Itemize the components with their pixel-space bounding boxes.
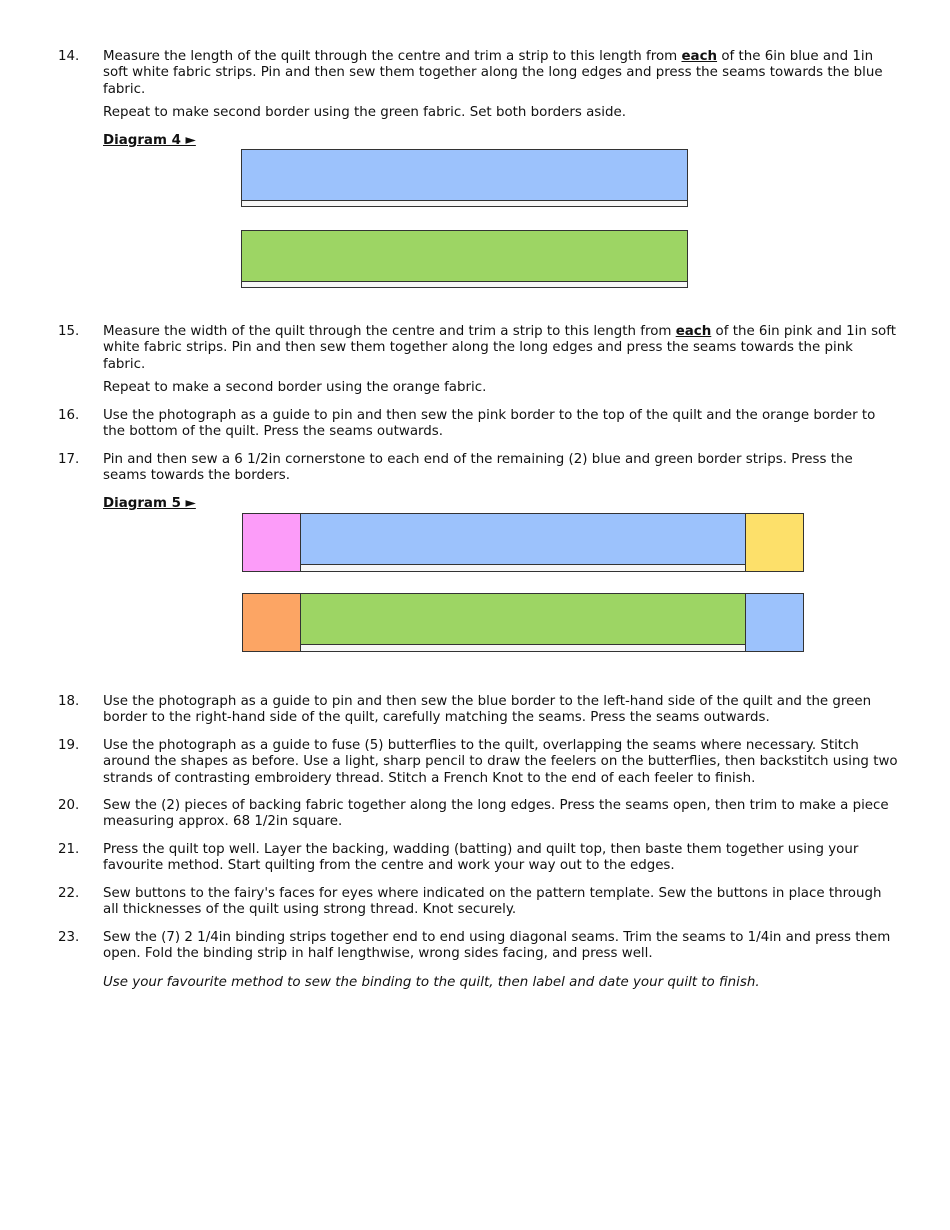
pink-cornerstone (242, 513, 301, 572)
emphasis-each: each (681, 49, 718, 64)
step-text: Pin and then sew a 6 1/2in cornerstone to each end of the remaining (2) blue and green border strips. Press the seams towards the borders. (103, 452, 853, 484)
emphasis-each: each (675, 324, 712, 339)
blue-cornerstone (745, 593, 804, 652)
step-17 (58, 452, 898, 485)
diagram-5-blue-border-strip (300, 513, 746, 572)
step-18 (58, 694, 898, 727)
step-number: 18. (58, 694, 80, 709)
diagram-5-label: Diagram 5 ► (103, 496, 196, 511)
step-number: 22. (58, 886, 80, 901)
step-number: 14. (58, 49, 80, 64)
step-20 (58, 798, 898, 831)
step-23 (58, 930, 898, 991)
diagram-5-green-border-strip (300, 593, 746, 652)
step-number: 17. (58, 452, 80, 467)
step-text: Use the photograph as a guide to pin and then sew the blue border to the left-hand side of the quilt and the green border to the right-hand side of the quilt, carefully matching the seams. Press the seams outwards. (103, 694, 872, 726)
step-number: 15. (58, 324, 80, 339)
step-text: Measure the width of the quilt through the centre and trim a strip to this length from each of the 6in pink and 1in soft white fabric strips. Pin and then sew them together along the long edges and press the seams towards the pink fabric. (103, 324, 896, 372)
finishing-note: Use your favourite method to sew the binding to the quilt, then label and date your quilt to finish. (103, 974, 760, 990)
step-text: Use the photograph as a guide to fuse (5) butterflies to the quilt, overlapping the seams where necessary. Stitch around the shapes as before. Use a light, sharp pencil to draw the feelers on the butterflies, then backstitch using two strands of contrasting embroidery thread. Stitch a French Knot to the end of each feeler to finish. (103, 738, 898, 786)
step-number: 23. (58, 930, 80, 945)
green-fabric (300, 593, 746, 645)
green-fabric (241, 230, 688, 282)
step-19 (58, 738, 898, 787)
step-number: 20. (58, 798, 80, 813)
step-text: Sew the (2) pieces of backing fabric together along the long edges. Press the seams open, then trim to make a piece measuring approx. 68 1/2in square. (103, 798, 889, 830)
diagram-4-label: Diagram 4 ► (103, 133, 196, 148)
orange-cornerstone (242, 593, 301, 652)
step-number: 21. (58, 842, 80, 857)
step-text: Measure the length of the quilt through the centre and trim a strip to this length from each of the 6in blue and 1in soft white fabric strips. Pin and then sew them together along the long edges and press the seams towards the blue fabric. (103, 49, 883, 97)
diagram-4-green-border-strip (241, 230, 688, 288)
step-text: Press the quilt top well. Layer the backing, wadding (batting) and quilt top, then baste them together using your favourite method. Start quilting from the centre and work your way out to the edges. (103, 842, 859, 874)
step-number: 16. (58, 408, 80, 423)
step-text: Use the photograph as a guide to pin and then sew the pink border to the top of the quilt and the orange border to the bottom of the quilt. Press the seams outwards. (103, 408, 876, 440)
blue-fabric (241, 149, 688, 201)
diagram-4-blue-border-strip (241, 149, 688, 207)
step-22 (58, 886, 898, 919)
blue-fabric (300, 513, 746, 565)
step-15 (58, 324, 898, 397)
step-21 (58, 842, 898, 875)
step-text: Sew the (7) 2 1/4in binding strips together end to end using diagonal seams. Trim the seams to 1/4in and press them open. Fold the binding strip in half lengthwise, wrong sides facing, and press well. (103, 930, 891, 962)
yellow-cornerstone (745, 513, 804, 572)
step-number: 19. (58, 738, 80, 753)
step-14 (58, 49, 898, 122)
step-note: Repeat to make second border using the green fabric. Set both borders aside. (103, 105, 626, 121)
step-16 (58, 408, 898, 441)
step-text: Sew buttons to the fairy's faces for eyes where indicated on the pattern template. Sew the buttons in place through all thicknesses of the quilt using strong thread. Knot securely. (103, 886, 882, 918)
step-note: Repeat to make a second border using the orange fabric. (103, 380, 487, 396)
